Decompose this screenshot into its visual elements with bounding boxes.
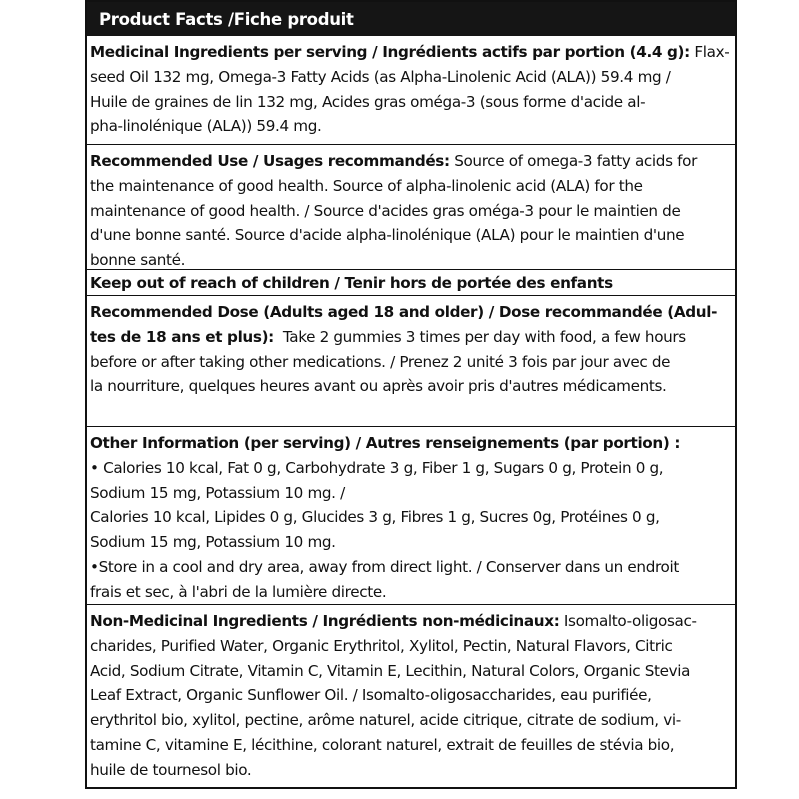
other-information-line (90, 456, 732, 481)
recommended-use-text: Source of omega-3 fatty acids for (449, 152, 697, 170)
medicinal-ingredients-text: seed Oil 132 mg, Omega-3 Fatty Acids (as Alpha-Linolenic Acid (ALA)) 59.4 mg / (90, 67, 671, 86)
non-medicinal-ingredients-text: erythritol bio, xylitol, pectine, arôme naturel, acide citrique, citrate de sodium, vi- (90, 711, 681, 730)
other-information-line (90, 530, 732, 555)
panel-title: Product Facts /Fiche produit (99, 10, 354, 29)
recommended-use-text: maintenance of good health. / Source d'acides gras oméga-3 pour le maintien de (90, 201, 681, 220)
other-information-text: •Store in a cool and dry area, away from direct light. / Conserver dans un endroit (90, 557, 679, 576)
recommended-dose-heading: Recommended Dose (Adults aged 18 and older) / Dose recommandée (Adul- (90, 303, 718, 321)
non-medicinal-ingredients-line (90, 708, 732, 733)
other-information-heading: Other Information (per serving) / Autres renseignements (par portion) : (90, 434, 681, 452)
section-keep-out-of-reach (87, 270, 735, 296)
other-information-text: Sodium 15 mg, Potassium 10 mg. (90, 533, 336, 552)
recommended-dose-line (90, 325, 732, 350)
keep-out-of-reach-line (90, 271, 732, 296)
recommended-dose-text: Take 2 gummies 3 times per day with food, a few hours (273, 327, 686, 346)
medicinal-ingredients-text: Huile de graines de lin 132 mg, Acides gras oméga-3 (sous forme d'acide al- (90, 92, 646, 111)
non-medicinal-ingredients-text: Leaf Extract, Organic Sunflower Oil. / Isomalto-oligosaccharides, eau purifiée, (90, 686, 652, 705)
other-information-text: Sodium 15 mg, Potassium 10 mg. / (90, 483, 345, 502)
recommended-use-text: d'une bonne santé. Source d'acide alpha-linolénique (ALA) pour le maintien d'une (90, 226, 685, 245)
recommended-use-line (90, 223, 732, 248)
recommended-use-text: bonne santé. (90, 251, 186, 270)
recommended-use-text: the maintenance of good health. Source of alpha-linolenic acid (ALA) for the (90, 176, 643, 195)
medicinal-ingredients-line (90, 90, 732, 115)
recommended-use-line (90, 199, 732, 224)
recommended-use-heading: Recommended Use / Usages recommandés: (90, 152, 450, 170)
section-recommended-use (87, 145, 735, 270)
non-medicinal-ingredients-text: tamine C, vitamine E, lécithine, colorant naturel, extrait de feuilles de stévia bio, (90, 735, 675, 754)
recommended-dose-line (90, 374, 732, 399)
recommended-dose-text: la nourriture, quelques heures avant ou après avoir pris d'autres médicaments. (90, 377, 667, 396)
other-information-text: Calories 10 kcal, Lipides 0 g, Glucides 3 g, Fibres 1 g, Sucres 0g, Protéines 0 g, (90, 508, 660, 527)
section-other-information (87, 427, 735, 605)
non-medicinal-ingredients-line (90, 659, 732, 684)
recommended-dose-line (90, 300, 732, 325)
section-medicinal-ingredients (87, 36, 735, 145)
non-medicinal-ingredients-heading: Non-Medicinal Ingredients / Ingrédients non-médicinaux: (90, 612, 560, 630)
non-medicinal-ingredients-line (90, 758, 732, 783)
non-medicinal-ingredients-line (90, 683, 732, 708)
other-information-line (90, 431, 732, 456)
recommended-dose-text: before or after taking other medications. / Prenez 2 unité 3 fois par jour avec de (90, 352, 671, 371)
non-medicinal-ingredients-text: Acid, Sodium Citrate, Vitamin C, Vitamin E, Lecithin, Natural Colors, Organic Stevia (90, 661, 691, 680)
non-medicinal-ingredients-text: charides, Purified Water, Organic Erythritol, Xylitol, Pectin, Natural Flavors, Citric (90, 636, 673, 655)
other-information-line (90, 580, 732, 605)
other-information-text: frais et sec, à l'abri de la lumière directe. (90, 582, 387, 601)
panel-header (87, 2, 735, 36)
non-medicinal-ingredients-line (90, 733, 732, 758)
medicinal-ingredients-line (90, 114, 732, 139)
keep-out-of-reach-heading: Keep out of reach of children / Tenir hors de portée des enfants (90, 274, 613, 292)
section-recommended-dose (87, 296, 735, 427)
medicinal-ingredients-text: Flax- (689, 43, 730, 61)
recommended-dose-heading: tes de 18 ans et plus): (90, 327, 274, 346)
other-information-line (90, 481, 732, 506)
section-non-medicinal-ingredients (87, 605, 735, 789)
medicinal-ingredients-heading: Medicinal Ingredients per serving / Ingrédients actifs par portion (4.4 g): (90, 43, 690, 61)
medicinal-ingredients-text: pha-linolénique (ALA)) 59.4 mg. (90, 117, 322, 136)
recommended-dose-line (90, 350, 732, 375)
product-facts-panel (85, 0, 737, 789)
other-information-line (90, 555, 732, 580)
recommended-use-line (90, 174, 732, 199)
recommended-use-line (90, 149, 732, 174)
non-medicinal-ingredients-line (90, 609, 732, 634)
medicinal-ingredients-line (90, 40, 732, 65)
medicinal-ingredients-line (90, 65, 732, 90)
other-information-line (90, 505, 732, 530)
non-medicinal-ingredients-text: Isomalto-oligosac- (559, 612, 697, 630)
non-medicinal-ingredients-text: huile de tournesol bio. (90, 760, 252, 779)
other-information-text: • Calories 10 kcal, Fat 0 g, Carbohydrate 3 g, Fiber 1 g, Sugars 0 g, Protein 0 g, (90, 458, 664, 477)
non-medicinal-ingredients-line (90, 634, 732, 659)
